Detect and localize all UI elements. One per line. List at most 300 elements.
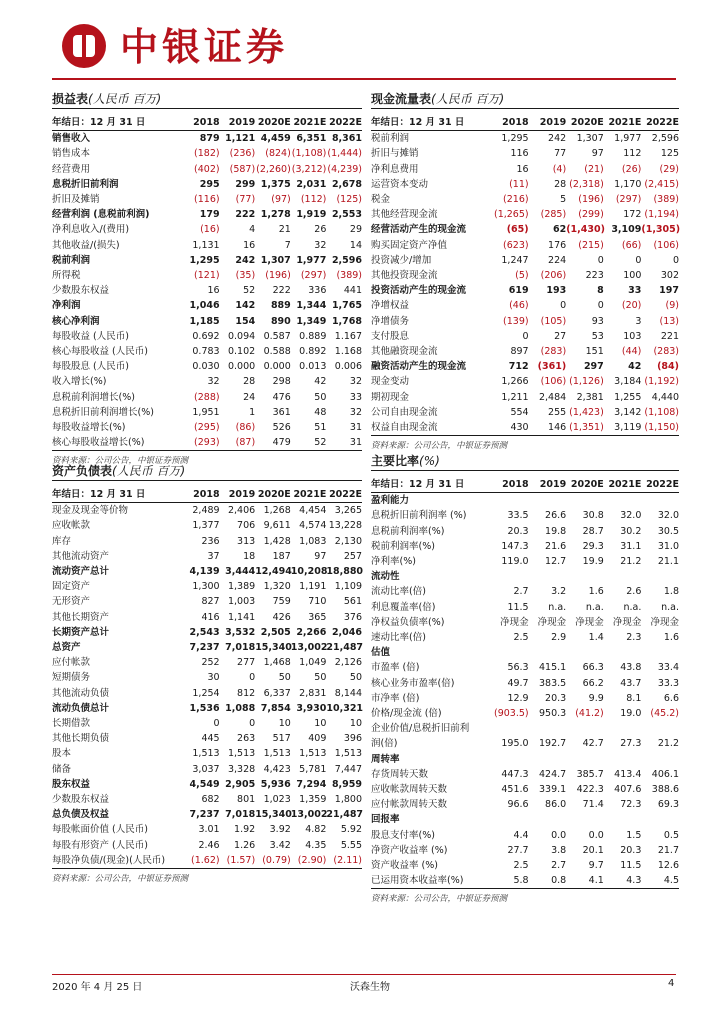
table-row: [52, 640, 362, 655]
cell-value: 1,375: [260, 178, 291, 190]
cell-value: 2.46: [198, 839, 220, 851]
cell-value: 4.82: [305, 824, 327, 836]
cell-value: 451.6: [501, 784, 529, 796]
cell-value: (295): [194, 422, 220, 434]
cell-value: 32: [349, 376, 362, 388]
cell-value: 682: [201, 794, 220, 806]
cell-value: 413.4: [614, 768, 642, 780]
balance-title: [52, 462, 362, 481]
cell-value: 0.692: [192, 330, 220, 342]
cell-value: 112: [623, 148, 642, 160]
cell-value: 33.4: [657, 662, 679, 674]
year-column-header: 2018: [491, 477, 529, 493]
cell-value: 2,381: [576, 391, 604, 403]
cell-value: 4,549: [189, 778, 220, 790]
row-label: 固定资产: [52, 581, 91, 593]
page-header: [60, 22, 680, 78]
cell-value: 31: [349, 422, 362, 434]
row-label: 流动性: [371, 571, 400, 583]
row-label: 现金变动: [371, 376, 410, 388]
cell-value: 18: [243, 550, 256, 562]
table-row: [371, 390, 679, 405]
row-label: 润(倍): [371, 738, 398, 750]
cell-value: 3: [635, 315, 642, 327]
row-label: 税前利润: [52, 254, 91, 266]
table-row: [371, 676, 679, 691]
cell-value: 32.0: [620, 510, 642, 522]
cell-value: 1,377: [192, 520, 220, 532]
cell-value: 30.2: [620, 525, 642, 537]
cell-value: 2.9: [551, 632, 567, 644]
table-row: [371, 767, 679, 782]
row-label: 储备: [52, 763, 72, 775]
table-row: [52, 207, 362, 222]
bank-logo-icon: [62, 24, 106, 68]
key-ratios: [371, 452, 679, 904]
cell-value: 4,459: [260, 133, 291, 145]
cell-value: 2.5: [513, 860, 529, 872]
year-end-header: 年结日：12 月 31 日: [371, 477, 491, 493]
cell-value: 706: [237, 520, 256, 532]
row-label: 企业价值/息税折旧前利: [371, 723, 470, 735]
cell-value: 20.1: [582, 844, 604, 856]
cell-value: (97): [271, 194, 291, 206]
cell-value: 42: [314, 376, 327, 388]
cell-value: 56.3: [507, 662, 529, 674]
table-row: [52, 594, 362, 609]
cell-value: 1,428: [263, 535, 291, 547]
cell-value: 388.6: [651, 784, 679, 796]
cell-value: (1,305): [641, 224, 681, 236]
cell-value: 222: [235, 209, 256, 221]
cell-value: (1,108): [291, 148, 327, 160]
cell-value: 43.7: [620, 677, 642, 689]
cell-value: 6.6: [663, 692, 679, 704]
cell-value: 812: [237, 687, 256, 699]
cell-value: 195.0: [501, 738, 529, 750]
row-label: 流动比率(倍): [371, 586, 426, 598]
year-end-header: 年结日：12 月 31 日: [52, 115, 184, 131]
cell-value: (1,194): [644, 209, 679, 221]
cell-value: (2,415): [644, 178, 679, 190]
table-row: [371, 584, 679, 599]
cell-value: 2,126: [334, 657, 362, 669]
cell-value: 31.1: [620, 540, 642, 552]
cell-value: 554: [510, 406, 529, 418]
row-label: 已运用资本收益率(%): [371, 875, 464, 887]
cell-value: 1,765: [331, 300, 362, 312]
table-row: [52, 131, 362, 147]
row-label: 折旧与摊销: [371, 148, 419, 160]
table-row: [52, 822, 362, 837]
cell-value: 0.102: [227, 346, 256, 358]
footer-divider: [52, 974, 676, 975]
cell-value: 28: [243, 376, 256, 388]
cell-value: 19.0: [620, 708, 642, 720]
cell-value: [641, 721, 679, 736]
cell-value: (44): [621, 346, 642, 358]
table-row: [371, 524, 679, 539]
cell-value: 1,300: [192, 581, 220, 593]
cell-value: 1.8: [663, 586, 679, 598]
table-row: [52, 625, 362, 640]
cell-value: 8: [597, 285, 604, 297]
table-row: [371, 630, 679, 645]
cell-value: 297: [583, 361, 604, 373]
cell-value: 33.3: [657, 677, 679, 689]
table-row: [52, 390, 362, 405]
cell-value: 179: [199, 209, 220, 221]
cell-value: 4,139: [189, 566, 220, 578]
table-row: [371, 177, 679, 192]
table-row: [371, 782, 679, 797]
cell-value: 18,880: [326, 566, 364, 578]
cell-value: 53: [591, 330, 604, 342]
table-row: [371, 554, 679, 569]
cell-value: 1,023: [263, 794, 291, 806]
year-column-header: 2019: [529, 115, 567, 131]
cell-value: 2.7: [513, 586, 529, 598]
cell-value: 2,406: [227, 505, 256, 517]
cell-value: 619: [508, 285, 529, 297]
cell-value: 21.1: [657, 556, 679, 568]
cell-value: 3.92: [269, 824, 291, 836]
cell-value: 242: [548, 133, 567, 145]
cell-value: 4,423: [263, 763, 291, 775]
table-row: [52, 283, 362, 298]
cell-value: 1,088: [225, 702, 256, 714]
cell-value: 27.3: [620, 738, 642, 750]
cell-value: (2,318): [569, 178, 604, 190]
cell-value: 277: [237, 657, 256, 669]
row-label: 净利润: [52, 300, 81, 312]
cell-value: 5.55: [340, 839, 362, 851]
cashflow-statement: [371, 90, 679, 451]
cell-value: 313: [237, 535, 256, 547]
cell-value: 26.6: [545, 510, 567, 522]
table-row: [52, 298, 362, 313]
cell-value: 1,141: [227, 611, 256, 623]
table-row: [52, 518, 362, 533]
cell-value: 97: [591, 148, 604, 160]
cell-value: (623): [503, 239, 529, 251]
cell-value: 4.35: [305, 839, 327, 851]
row-label: 经营利润 (息税前利润): [52, 209, 150, 221]
table-row: [371, 253, 679, 268]
cell-value: 4,440: [651, 391, 679, 403]
cell-value: 71.4: [582, 799, 604, 811]
cell-value: 净现金: [500, 616, 529, 628]
row-label: 折旧及摊销: [52, 194, 100, 206]
cell-value: 0.013: [299, 361, 327, 373]
row-label: 估值: [371, 647, 391, 659]
year-column-header: 2018: [184, 487, 220, 503]
cell-value: 10,208: [290, 566, 328, 578]
cell-value: 3.8: [551, 844, 567, 856]
row-label: 市净率 (倍): [371, 692, 420, 704]
table-row: [371, 314, 679, 329]
cell-value: 1,254: [192, 687, 220, 699]
cell-value: 263: [237, 733, 256, 745]
income-unit: (人民币 百万): [88, 92, 162, 106]
cell-value: 0: [672, 254, 679, 266]
row-label: 股息支付率(%): [371, 829, 435, 841]
cell-value: 52: [243, 285, 256, 297]
cell-value: (283): [653, 346, 679, 358]
cell-value: (3,212): [291, 163, 327, 175]
cell-value: 20.3: [545, 692, 567, 704]
cell-value: 385.7: [576, 768, 604, 780]
cell-value: 0.000: [227, 361, 256, 373]
cell-value: 447.3: [501, 768, 529, 780]
cell-value: (1.62): [191, 854, 220, 866]
row-label: 息税折旧前利润率 (%): [371, 510, 467, 522]
table-row: [52, 162, 362, 177]
cell-value: 26: [314, 224, 327, 236]
cell-value: (903.5): [493, 708, 529, 720]
table-row: [371, 162, 679, 177]
cell-value: 4.4: [513, 829, 529, 841]
cell-value: 2,596: [651, 133, 679, 145]
cell-value: 50: [349, 672, 362, 684]
row-label: 核心每股收益增长(%): [52, 437, 145, 449]
row-label: 税金: [371, 194, 391, 206]
cell-value: 0.588: [263, 346, 291, 358]
cashflow-title-text: 现金流量表: [371, 92, 432, 106]
row-label: 存货周转天数: [371, 768, 429, 780]
cell-value: (285): [540, 209, 567, 221]
table-row: [52, 655, 362, 670]
row-label: 其他经营现金流: [371, 209, 438, 221]
cell-value: 50: [314, 672, 327, 684]
table-row: [371, 207, 679, 222]
table-row: [371, 359, 679, 374]
cell-value: 299: [235, 178, 256, 190]
cell-value: (1.57): [226, 854, 256, 866]
year-column-header: 2021E: [291, 115, 327, 131]
cell-value: 1,513: [227, 748, 256, 760]
row-label: 净增债务: [371, 315, 410, 327]
year-column-header: 2019: [220, 487, 256, 503]
row-label: 销售收入: [52, 133, 91, 145]
cell-value: 10: [314, 718, 327, 730]
table-row: [371, 374, 679, 389]
cell-value: (293): [194, 437, 220, 449]
cell-value: 1,768: [331, 315, 362, 327]
row-label: 净利息费用: [371, 163, 419, 175]
row-label: 总负债及权益: [52, 809, 110, 821]
cell-value: 7,447: [334, 763, 362, 775]
cell-value: 223: [585, 270, 604, 282]
cell-value: 416: [201, 611, 220, 623]
cell-value: 1,255: [614, 391, 642, 403]
row-label: 少数股东权益: [52, 794, 110, 806]
table-row: [52, 374, 362, 389]
row-label: 市盈率 (倍): [371, 662, 420, 674]
cell-value: 295: [199, 178, 220, 190]
row-label: 净利率(%): [371, 556, 416, 568]
cell-value: 222: [272, 285, 291, 297]
row-label: 核心净利润: [52, 315, 100, 327]
row-label: 投资减少/增加: [371, 254, 432, 266]
cell-value: 19.9: [582, 556, 604, 568]
row-label: 应收帐款周转天数: [371, 784, 448, 796]
table-row: [52, 686, 362, 701]
cell-value: 0.000: [263, 361, 291, 373]
cell-value: (587): [229, 163, 256, 175]
cell-value: 69.3: [657, 799, 679, 811]
cell-value: (21): [584, 163, 604, 175]
table-row: [52, 329, 362, 344]
cell-value: 0.0: [551, 829, 567, 841]
cell-value: (121): [194, 270, 220, 282]
cell-value: 1,211: [501, 391, 529, 403]
cell-value: (84): [657, 361, 679, 373]
cell-value: 2,484: [538, 391, 567, 403]
table-row: [371, 344, 679, 359]
cell-value: 0.094: [227, 330, 256, 342]
cell-value: (288): [194, 391, 220, 403]
table-row: [371, 721, 679, 736]
cell-value: 0.006: [334, 361, 362, 373]
cell-value: 3,109: [611, 224, 642, 236]
row-label: 流动负债总计: [52, 702, 110, 714]
table-row: [52, 268, 362, 283]
cell-value: 103: [623, 330, 642, 342]
cell-value: 8,959: [331, 778, 362, 790]
cell-value: 1,307: [260, 254, 291, 266]
cell-value: 6,351: [296, 133, 327, 145]
cell-value: 29: [349, 224, 362, 236]
cell-value: (106): [653, 239, 679, 251]
cell-value: 445: [201, 733, 220, 745]
cell-value: 32: [349, 406, 362, 418]
row-label: 应收帐款: [52, 520, 91, 532]
cell-value: 5,781: [299, 763, 327, 775]
ratios-title: [371, 452, 679, 471]
table-row: [371, 569, 679, 584]
cell-value: 3,444: [225, 566, 256, 578]
cell-value: 42.7: [582, 738, 604, 750]
cell-value: n.a.: [585, 601, 604, 613]
cell-value: 5: [560, 194, 567, 206]
year-column-header: 2018: [184, 115, 220, 131]
cell-value: 950.3: [538, 708, 567, 720]
row-label: 速动比率(倍): [371, 632, 426, 644]
cell-value: 897: [510, 346, 529, 358]
cell-value: 21.2: [657, 738, 679, 750]
cell-value: 383.5: [538, 677, 567, 689]
cell-value: 1,083: [299, 535, 327, 547]
row-label: 收入增长(%): [52, 376, 107, 388]
table-row: [52, 777, 362, 792]
year-column-header: 2021E: [604, 115, 642, 131]
cell-value: 32.0: [657, 510, 679, 522]
cell-value: 3,930: [296, 702, 327, 714]
cell-value: 172: [623, 209, 642, 221]
ratios-title-text: 主要比率: [371, 454, 420, 468]
cell-value: 50: [278, 672, 291, 684]
cell-value: 119.0: [501, 556, 529, 568]
cell-value: 1,389: [227, 581, 256, 593]
cell-value: 43.8: [620, 662, 642, 674]
table-row: [52, 853, 362, 869]
cell-value: (1,430): [566, 224, 605, 236]
cashflow-title: [371, 90, 679, 109]
cell-value: 10,321: [326, 702, 364, 714]
row-label: 价格/现金流 (倍): [371, 708, 442, 720]
cell-value: 21.6: [545, 540, 567, 552]
cell-value: 146: [548, 422, 567, 434]
header-divider: [52, 78, 676, 80]
cell-value: 3,037: [192, 763, 220, 775]
cell-value: n.a.: [623, 601, 642, 613]
cell-value: 2,489: [192, 505, 220, 517]
cell-value: 1,513: [263, 748, 291, 760]
cell-value: 759: [272, 596, 291, 608]
cell-value: 97: [314, 550, 327, 562]
cell-value: (0.79): [262, 854, 291, 866]
table-row: [371, 812, 679, 827]
cell-value: 0: [560, 300, 567, 312]
cell-value: 8,361: [331, 133, 362, 145]
cell-value: 1.168: [334, 346, 362, 358]
cell-value: 10: [349, 718, 362, 730]
row-label: 公司自由现金流: [371, 406, 438, 418]
cell-value: (45.2): [650, 708, 679, 720]
cell-value: 62: [552, 224, 567, 236]
cell-value: 1,266: [501, 376, 529, 388]
cell-value: 336: [308, 285, 327, 297]
income-title: [52, 90, 362, 109]
cell-value: 2,596: [331, 254, 362, 266]
row-label: 经营费用: [52, 163, 91, 175]
cell-value: 12.7: [545, 556, 567, 568]
cell-value: (139): [503, 315, 529, 327]
row-label: 其他融资现金流: [371, 346, 438, 358]
cell-value: 37: [207, 550, 220, 562]
row-label: 长期借款: [52, 718, 91, 730]
cell-value: 1,977: [296, 254, 327, 266]
table-row: [52, 314, 362, 329]
row-label: 无形资产: [52, 596, 91, 608]
cell-value: 1,800: [334, 794, 362, 806]
cell-value: (41.2): [575, 708, 604, 720]
table-row: [371, 615, 679, 630]
cell-value: 50: [314, 391, 327, 403]
cell-value: (196): [265, 270, 291, 282]
cell-value: (5): [515, 270, 529, 282]
row-label: 所得税: [52, 270, 81, 282]
cell-value: 361: [272, 406, 291, 418]
cell-value: 1,185: [189, 315, 220, 327]
cell-value: 42: [628, 361, 642, 373]
cell-value: 0: [635, 254, 642, 266]
cell-value: 712: [508, 361, 529, 373]
cell-value: 4,454: [299, 505, 327, 517]
cell-value: 4.3: [626, 875, 642, 887]
year-column-header: 2020E: [566, 115, 604, 131]
table-row: [52, 222, 362, 237]
year-column-header: 2022E: [641, 477, 679, 493]
table-row: [52, 716, 362, 731]
cell-value: 116: [510, 148, 529, 160]
cell-value: 16: [207, 285, 220, 297]
cell-value: 1,109: [334, 581, 362, 593]
table-row: [52, 420, 362, 435]
cell-value: 396: [343, 733, 362, 745]
table-row: [52, 146, 362, 161]
